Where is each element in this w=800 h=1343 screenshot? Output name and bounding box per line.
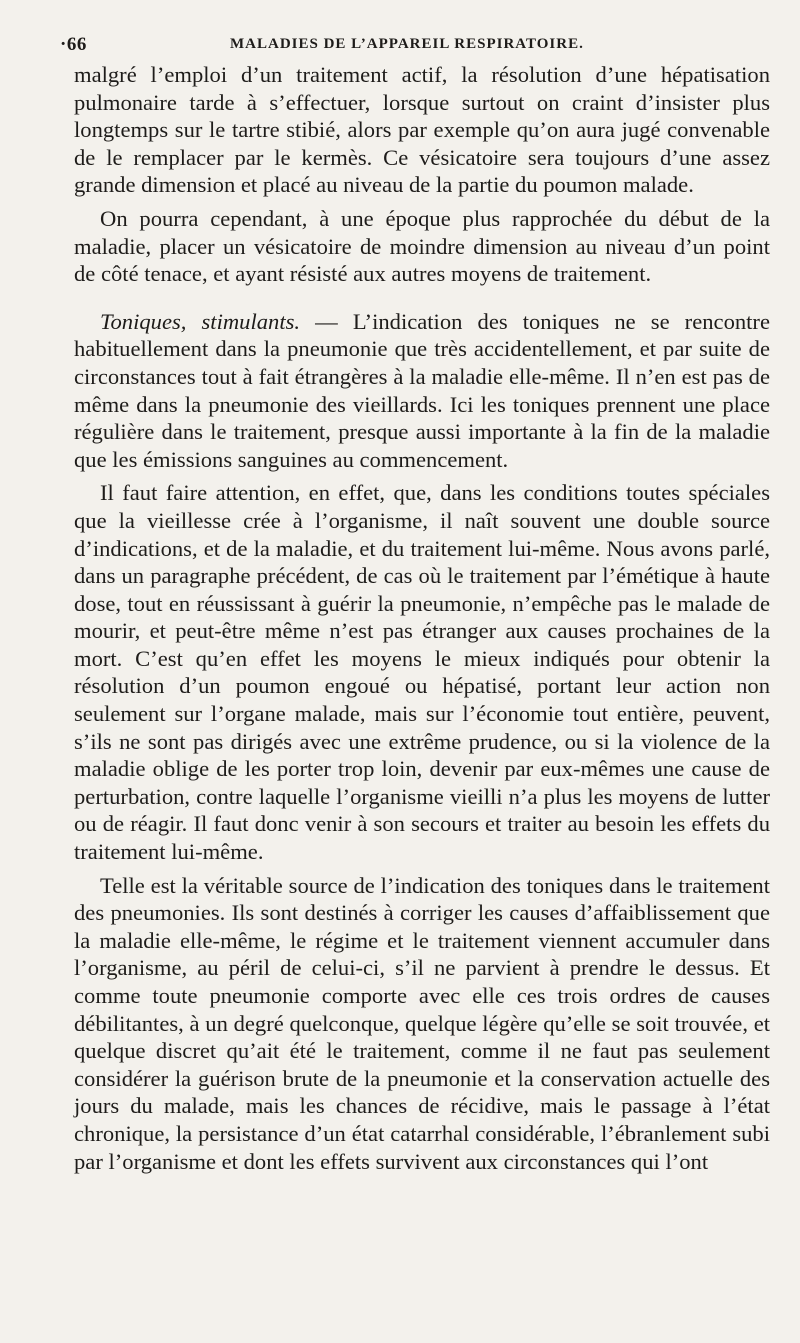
paragraph-vesicatoire: On pourra cependant, à une époque plus rapprochée du début de la maladie, placer un vésicatoire de moindre dimension au niveau d’un point de côté tenace, et ayant résisté aux autres moyens de traitement. <box>74 205 770 287</box>
running-title: MALADIES DE L’APPAREIL RESPIRATOIRE. <box>230 36 584 52</box>
paragraph-toniques-text: — L’indication des toniques ne se rencontre habituellement dans la pneumonie que très accidentellement, et par suite de circonstances tout à fait étrangères à la maladie elle-même. Il n’en est pas de même dans la pneumonie des vieillards. Ici les toniques prennent une place régulière dans le traitement, presque aussi importante à la fin de la maladie que les émissions sanguines au commencement. <box>74 308 770 472</box>
paragraph-attention: Il faut faire attention, en effet, que, dans les conditions toutes spéciales que la vieillesse crée à l’organisme, il naît souvent une double source d’indications, et de la maladie, et du traitement lui-même. Nous avons parlé, dans un paragraphe précédent, de cas où le traitement par l’émétique à haute dose, tout en réussissant à guérir la pneumonie, n’empêche pas le malade de mourir, et peut-être même n’est pas étranger aux causes prochaines de la mort. C’est qu’en effet les moyens le mieux indiqués pour obtenir la résolution d’un poumon engoué ou hépatisé, portant leur action non seulement sur l’organe malade, mais sur l’économie tout entière, peuvent, s’ils ne sont pas dirigés avec une extrême prudence, ou si la violence de la maladie oblige de les porter trop loin, devenir par eux-mêmes une cause de perturbation, contre laquelle l’organisme vieilli n’a plus les moyens de lutter ou de réagir. Il faut donc venir à son secours et traiter au besoin les effets du traitement lui-même. <box>74 480 770 865</box>
paragraph-continuation: malgré l’emploi d’un traitement actif, la résolution d’une hépatisation pulmonaire tarde à s’effectuer, lorsque surtout on craint d’insister plus longtemps sur le tartre stibié, alors par exemple qu’on aura jugé convenable de le remplacer par le kermès. Ce vésicatoire sera toujours d’une assez grande dimension et placé au niveau de la partie du poumon malade. <box>74 62 770 198</box>
body-text <box>74 61 770 1175</box>
paragraph-toniques <box>74 308 770 474</box>
page-number: ·66 <box>60 34 87 55</box>
page-header <box>60 34 770 58</box>
section-lead-toniques: Toniques, stimulants. <box>100 308 301 334</box>
paragraph-source: Telle est la véritable source de l’indication des toniques dans le traitement des pneumonies. Ils sont destinés à corriger les causes d’affaiblissement que la maladie elle-même, le régime et le traitement viennent accumuler dans l’organisme, au péril de celui-ci, s’il ne parvient à prendre le dessus. Et comme toute pneumonie comporte avec elle ces trois ordres de causes débilitantes, à un degré quelconque, quelque légère qu’elle se soit trouvée, et quelque discret qu’ait été le traitement, comme il ne faut pas seulement considérer la guérison brute de la pneumonie et la conservation actuelle des jours du malade, mais les chances de récidive, mais le passage à l’état chronique, la persistance d’un état catarrhal considérable, l’ébranlement subi par l’organisme et dont les effets survivent aux circonstances qui l’ont <box>74 872 770 1174</box>
